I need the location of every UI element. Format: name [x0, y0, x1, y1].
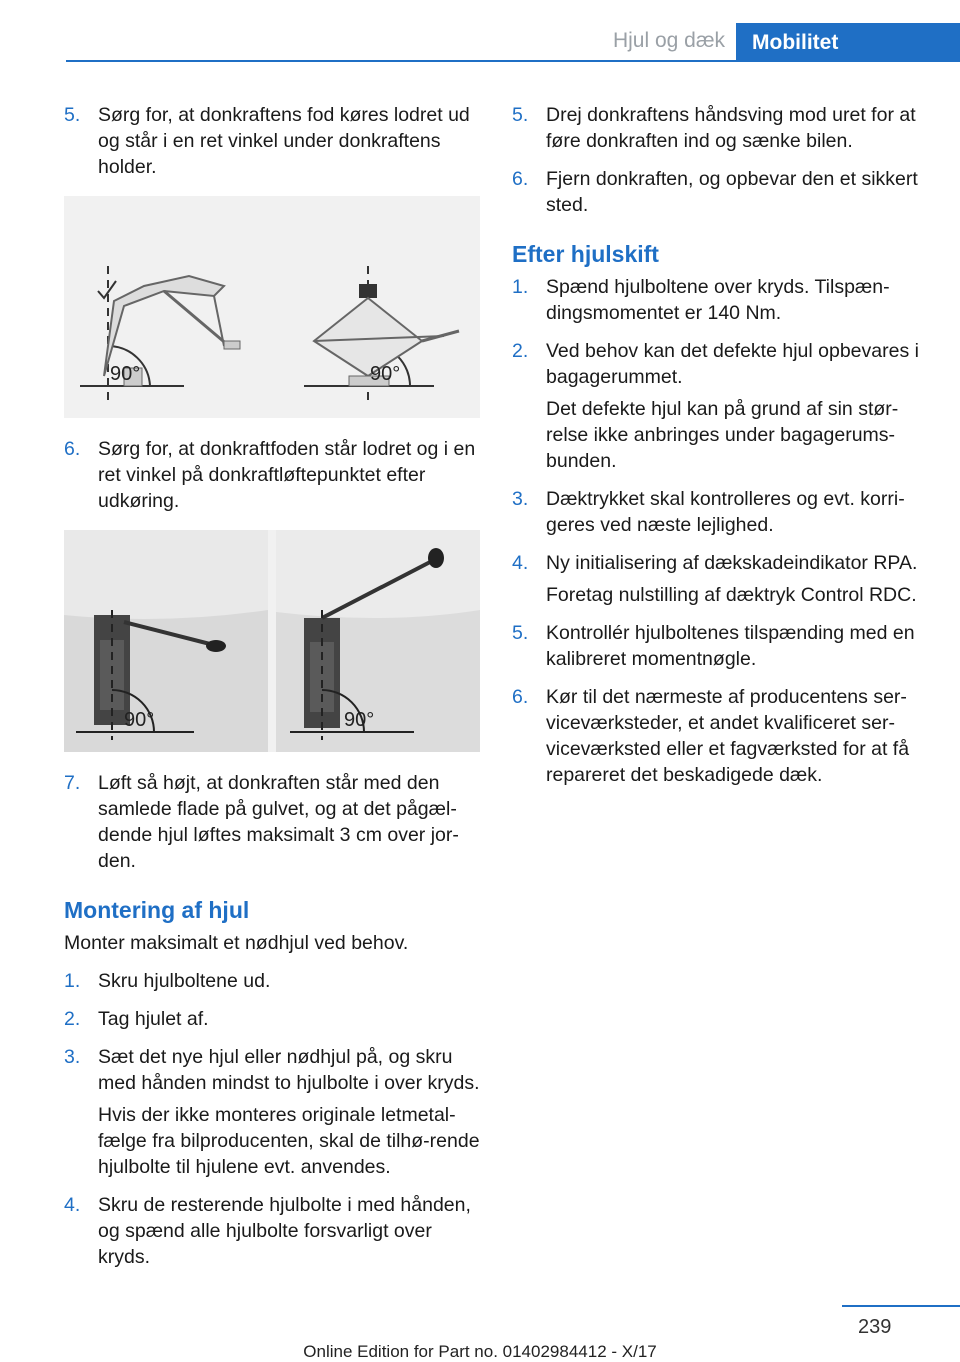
- step-number: 2.: [512, 340, 529, 362]
- list-item: [512, 102, 928, 154]
- footer-edition: Online Edition for Part no. 01402984412 - X/17: [303, 1342, 657, 1361]
- angle-label-right: 90°: [344, 709, 375, 731]
- list-item: [64, 1044, 480, 1180]
- step-text: Skru hjulboltene ud.: [98, 970, 271, 992]
- angle-label-left: 90°: [110, 363, 141, 385]
- jack-diagram-svg: [64, 196, 480, 418]
- step-text: Fjern donkraften, og opbevar den et sikkert sted.: [546, 168, 918, 216]
- step-number: 4.: [512, 552, 529, 574]
- step-number: 5.: [512, 104, 529, 126]
- angle-label-left: 90°: [124, 709, 155, 731]
- step-number: 6.: [512, 686, 529, 708]
- step-text: Spænd hjulboltene over kryds. Tilspæn‐dingsmomentet er 140 Nm.: [546, 276, 890, 324]
- section-heading: Efter hjulskift: [512, 241, 659, 267]
- step-number: 2.: [64, 1008, 81, 1030]
- list-item: [64, 436, 480, 514]
- step-note: Foretag nulstilling af dæktryk Control RDC.: [546, 584, 917, 606]
- step-number: 7.: [64, 772, 81, 794]
- list-item: [64, 102, 480, 180]
- step-text: Kør til det nærmeste af producentens ser‐viceværksteder, et andet kvalificeret ser‐viceværksted eller et fagværksted for at få repareret det beskadigede dæk.: [546, 686, 910, 786]
- jack-photo-svg: [64, 530, 480, 752]
- step-number: 5.: [512, 622, 529, 644]
- step-text: Drej donkraftens håndsving mod uret for at føre donkraften ind og sænke bilen.: [546, 104, 916, 152]
- step-number: 6.: [512, 168, 529, 190]
- figure-jack-foot-angle: [64, 196, 480, 418]
- list-item: [64, 1192, 480, 1270]
- list-item: [512, 274, 928, 326]
- list-item: [512, 166, 928, 218]
- list-item: [512, 338, 928, 474]
- step-text: Ved behov kan det defekte hjul opbevares i bagagerummet.: [546, 340, 919, 388]
- step-text: Løft så højt, at donkraften står med den samlede flade på gulvet, og at det pågæl‐dende hjul løftes maksimalt 3 cm over jor‐den.: [98, 772, 459, 872]
- section-heading: Montering af hjul: [64, 897, 250, 923]
- step-text: Sørg for, at donkraftens fod køres lodret ud og står i en ret vinkel under donkraftens holder.: [98, 104, 470, 178]
- list-item: [64, 1006, 480, 1032]
- step-text: Skru de resterende hjulbolte i med hånden, og spænd alle hjulbolte forsvarligt over kryds.: [98, 1194, 471, 1268]
- list-item: [512, 620, 928, 672]
- step-text: Ny initialisering af dækskadeindikator RPA.: [546, 552, 918, 574]
- list-item: [512, 486, 928, 538]
- step-text: Sørg for, at donkraftfoden står lodret og i en ret vinkel på donkraftløftepunktet efter udkøring.: [98, 438, 476, 512]
- left-column: [64, 102, 480, 1282]
- step-number: 1.: [512, 276, 529, 298]
- right-column: [512, 102, 928, 800]
- footer-rule: [842, 1305, 960, 1307]
- figure-jack-lift-point: [64, 530, 480, 752]
- step-text: Sæt det nye hjul eller nødhjul på, og skru med hånden mindst to hjulbolte i over kryds.: [98, 1046, 480, 1094]
- list-item: [512, 550, 928, 608]
- header-section-title: Hjul og dæk: [612, 29, 726, 52]
- header-chapter-tab: Mobilitet: [736, 23, 960, 60]
- step-number: 5.: [64, 104, 81, 126]
- step-text: Kontrollér hjulboltenes tilspænding med en kalibreret momentnøgle.: [546, 622, 915, 670]
- step-number: 4.: [64, 1194, 81, 1216]
- section-intro: Monter maksimalt et nødhjul ved behov.: [64, 932, 409, 954]
- step-number: 1.: [64, 970, 81, 992]
- list-item: [64, 968, 480, 994]
- step-note: Hvis der ikke monteres originale letmetal‐fælge fra bilproducenten, skal de tilhø‐rende hjulbolte til hjulene evt. anvendes.: [98, 1104, 480, 1178]
- step-number: 6.: [64, 438, 81, 460]
- page-number: 239: [858, 1316, 892, 1338]
- step-note: Det defekte hjul kan på grund af sin stør‐relse ikke anbringes under bagagerums‐bunden.: [546, 398, 899, 472]
- step-text: Tag hjulet af.: [98, 1008, 209, 1030]
- list-item: [512, 684, 928, 788]
- step-text: Dæktrykket skal kontrolleres og evt. korri‐geres ved næste lejlighed.: [546, 488, 905, 536]
- step-number: 3.: [64, 1046, 81, 1068]
- list-item: [64, 770, 480, 874]
- step-number: 3.: [512, 488, 529, 510]
- header-rule: [66, 60, 960, 62]
- angle-label-right: 90°: [370, 363, 401, 385]
